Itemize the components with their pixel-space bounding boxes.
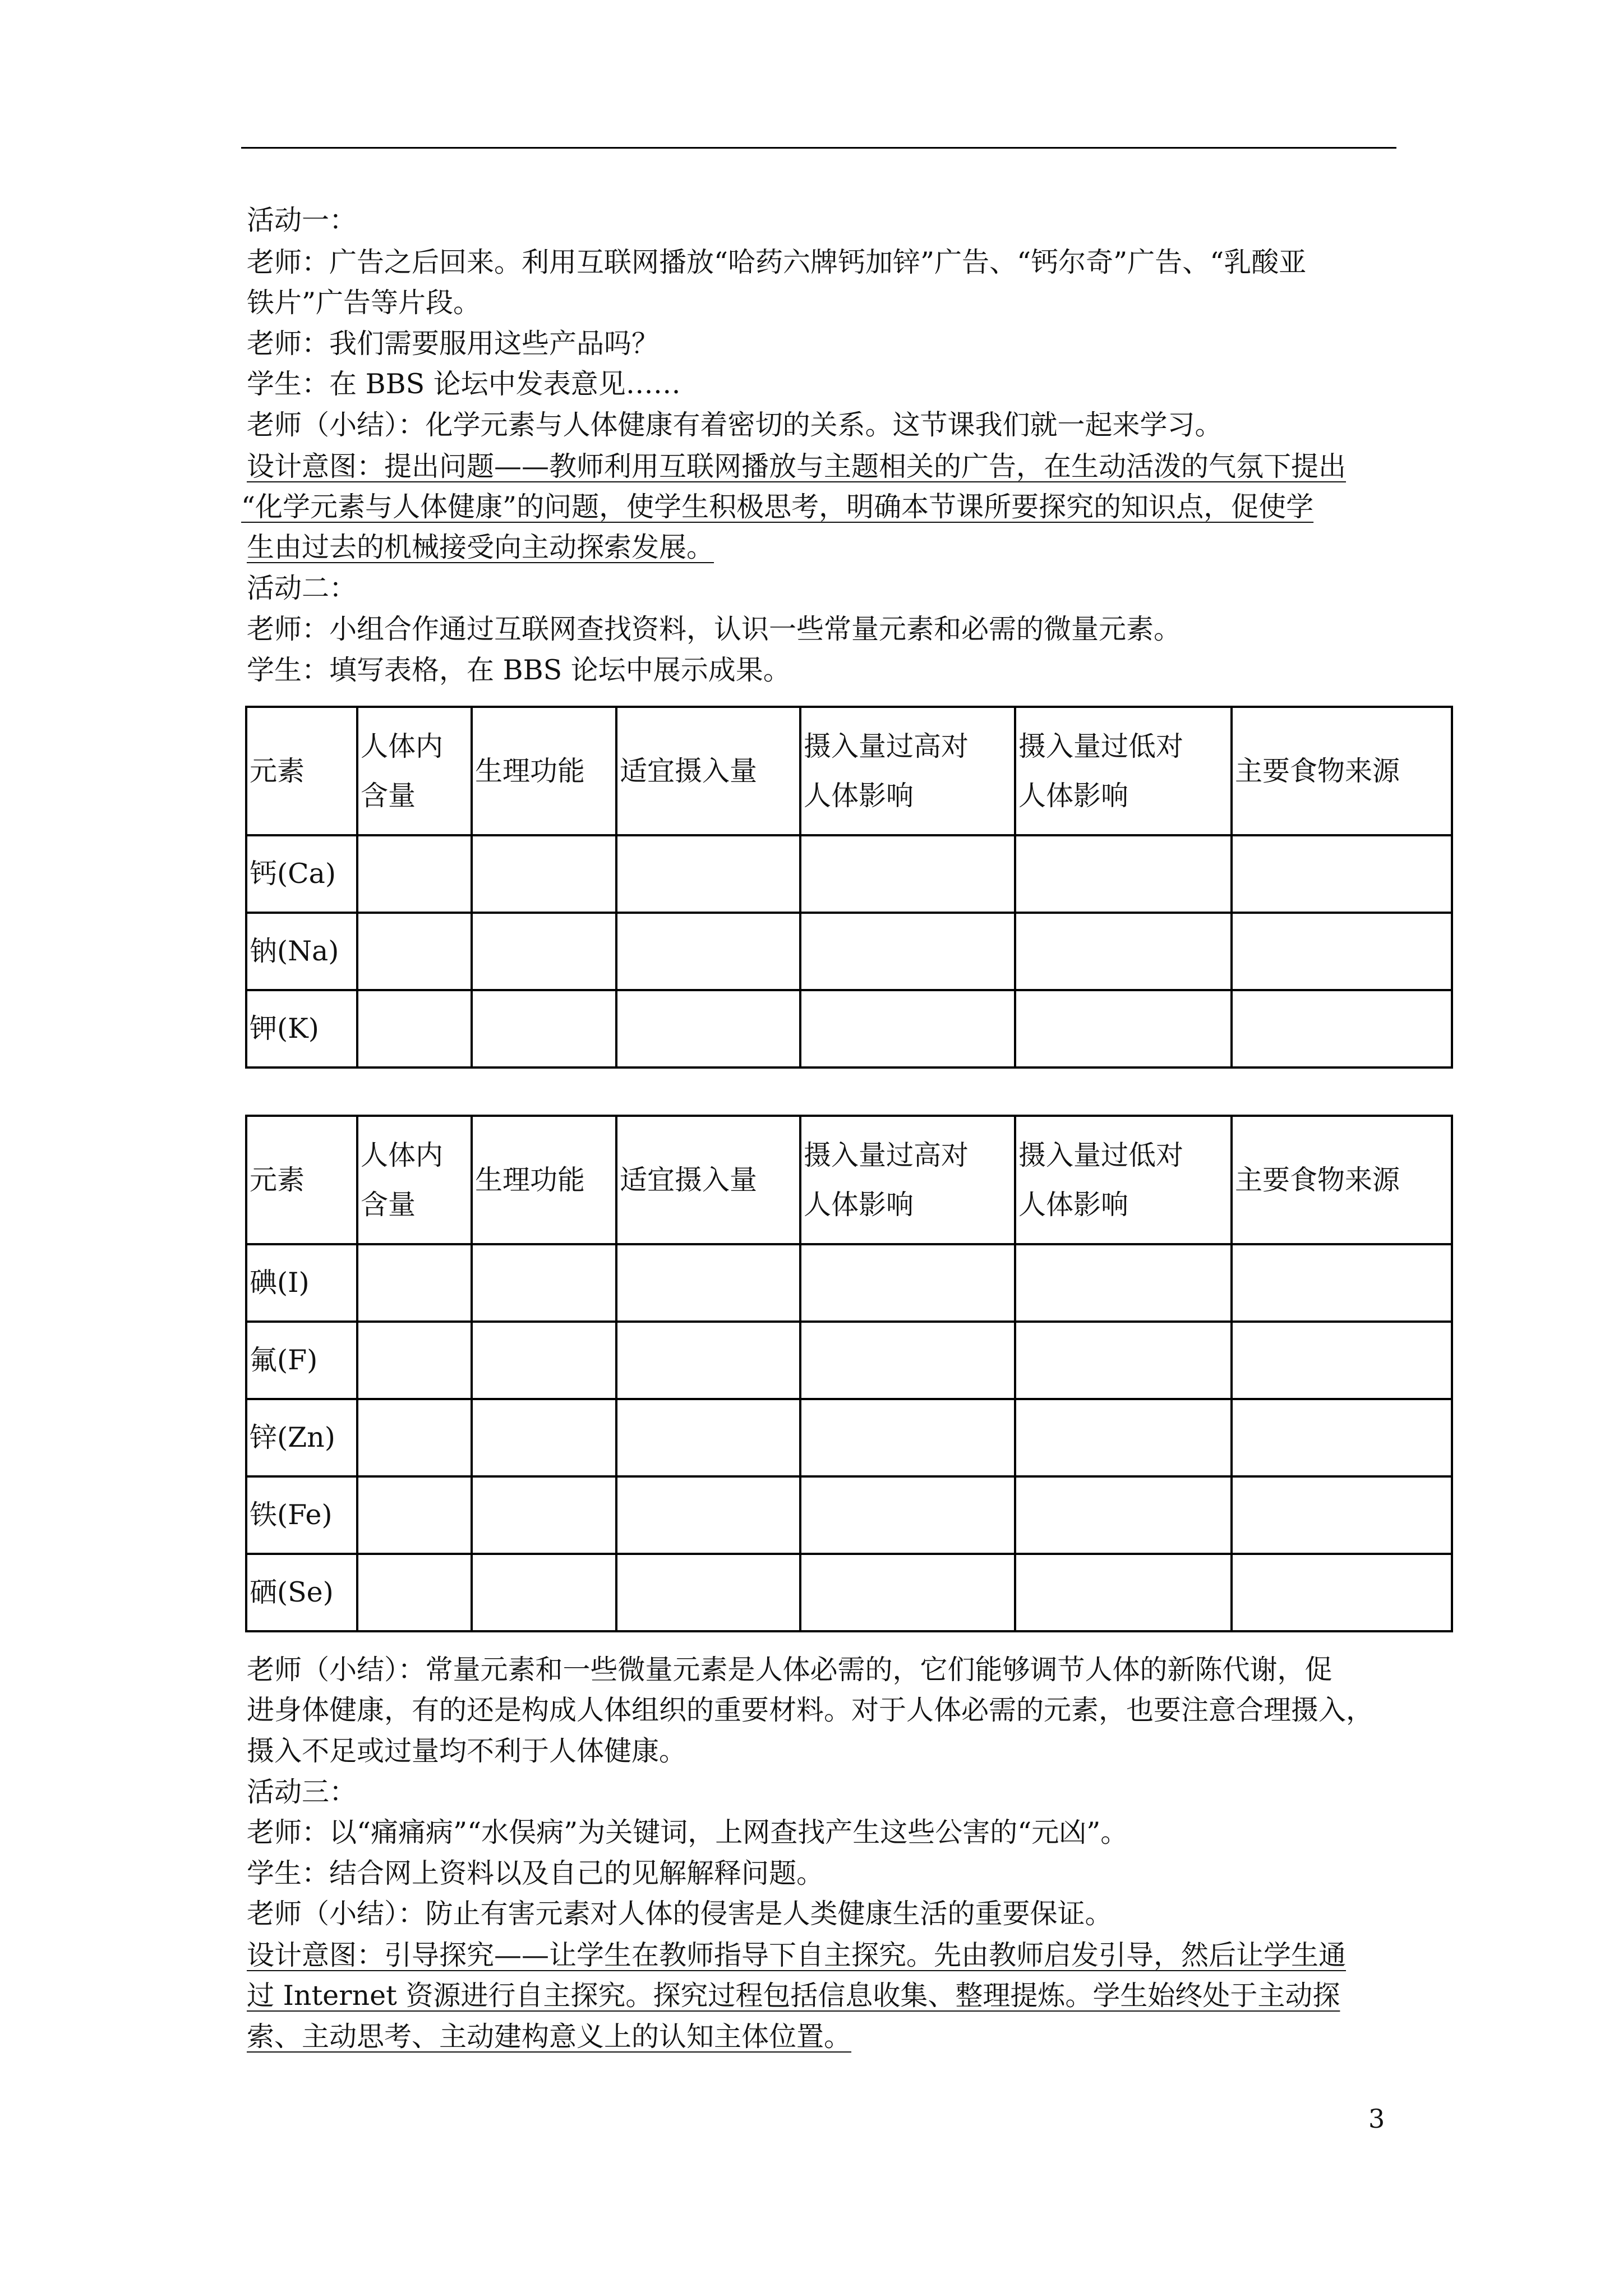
blank-cell[interactable] [357,913,472,990]
activity1-teacher-line: 老师：广告之后回来。利用互联网播放“哈药六牌钙加锌”广告、“钙尔奇”广告、“乳酸亚 [247,246,1307,278]
header-low-intake: 摄入量过低对 人体影响 [1015,707,1232,835]
blank-cell[interactable] [800,1554,1015,1631]
element-cell: 碘(I) [246,1244,357,1322]
blank-cell[interactable] [357,1244,472,1322]
header-low-intake: 摄入量过低对 人体影响 [1015,1116,1232,1244]
activity2-teacher-line: 老师：小组合作通过互联网查找资料，认识一些常量元素和必需的微量元素。 [247,613,1182,645]
activity1-student-line: 学生：在 BBS 论坛中发表意见…… [247,368,681,400]
blank-cell[interactable] [1232,990,1452,1068]
blank-cell[interactable] [1232,835,1452,913]
blank-cell[interactable] [472,1322,616,1399]
blank-cell[interactable] [616,990,800,1068]
table-row [246,1244,1452,1322]
blank-cell[interactable] [800,1244,1015,1322]
blank-cell[interactable] [800,1476,1015,1554]
activity1-design-intent: 生由过去的机械接受向主动探索发展。 [247,531,714,563]
activity1-title: 活动一： [247,204,357,236]
element-cell: 硒(Se) [246,1554,357,1631]
blank-cell[interactable] [616,835,800,913]
blank-cell[interactable] [472,990,616,1068]
header-high-intake: 摄入量过高对 人体影响 [800,707,1015,835]
blank-cell[interactable] [472,1476,616,1554]
blank-cell[interactable] [472,1554,616,1631]
blank-cell[interactable] [1232,1554,1452,1631]
blank-cell[interactable] [1015,1399,1232,1476]
blank-cell[interactable] [357,1476,472,1554]
element-cell: 钙(Ca) [246,835,357,913]
blank-cell[interactable] [800,990,1015,1068]
table-header-row [246,707,1452,835]
element-cell: 氟(F) [246,1322,357,1399]
blank-cell[interactable] [1015,990,1232,1068]
activity2-title: 活动二： [247,572,357,604]
blank-cell[interactable] [616,1554,800,1631]
header-element: 元素 [246,707,357,835]
activity2-student-line: 学生：填写表格，在 BBS 论坛中展示成果。 [247,654,791,686]
blank-cell[interactable] [472,913,616,990]
blank-cell[interactable] [800,835,1015,913]
header-food-source: 主要食物来源 [1232,1116,1452,1244]
header-function: 生理功能 [472,707,616,835]
blank-cell[interactable] [800,913,1015,990]
blank-cell[interactable] [357,835,472,913]
table-row [246,913,1452,990]
header-function: 生理功能 [472,1116,616,1244]
element-cell: 铁(Fe) [246,1476,357,1554]
summary2-line: 进身体健康，有的还是构成人体组织的重要材料。对于人体必需的元素，也要注意合理摄入， [247,1694,1374,1726]
blank-cell[interactable] [800,1399,1015,1476]
element-table-macro [245,706,1453,1069]
blank-cell[interactable] [1232,913,1452,990]
blank-cell[interactable] [472,835,616,913]
blank-cell[interactable] [472,1399,616,1476]
table-row [246,1399,1452,1476]
header-intake: 适宜摄入量 [616,707,800,835]
header-high-intake: 摄入量过高对 人体影响 [800,1116,1015,1244]
header-element: 元素 [246,1116,357,1244]
activity3-design-intent: 索、主动思考、主动建构意义上的认知主体位置。 [247,2021,852,2053]
blank-cell[interactable] [357,990,472,1068]
element-cell: 钾(K) [246,990,357,1068]
blank-cell[interactable] [616,1476,800,1554]
blank-cell[interactable] [616,1244,800,1322]
blank-cell[interactable] [1015,1244,1232,1322]
activity1-design-intent: 设计意图：提出问题——教师利用互联网播放与主题相关的广告，在生动活泼的气氛下提出 [247,450,1347,482]
activity1-design-intent: “化学元素与人体健康”的问题，使学生积极思考，明确本节课所要探究的知识点，促使学 [241,491,1314,523]
activity1-teacher-question: 老师：我们需要服用这些产品吗？ [247,328,660,360]
header-food-source: 主要食物来源 [1232,707,1452,835]
blank-cell[interactable] [1015,1554,1232,1631]
element-cell: 钠(Na) [246,913,357,990]
blank-cell[interactable] [1232,1476,1452,1554]
blank-cell[interactable] [800,1322,1015,1399]
blank-cell[interactable] [357,1554,472,1631]
blank-cell[interactable] [1015,1322,1232,1399]
blank-cell[interactable] [1232,1244,1452,1322]
blank-cell[interactable] [1015,1476,1232,1554]
activity3-teacher-line: 老师：以“痛痛病”“水俣病”为关键词，上网查找产生这些公害的“元凶”。 [247,1816,1128,1848]
header-content: 人体内 含量 [357,1116,472,1244]
activity3-design-intent: 设计意图：引导探究——让学生在教师指导下自主探究。先由教师启发引导，然后让学生通 [247,1939,1347,1971]
table-row [246,1476,1452,1554]
blank-cell[interactable] [616,913,800,990]
table-header-row [246,1116,1452,1244]
blank-cell[interactable] [1232,1399,1452,1476]
activity3-title: 活动三： [247,1776,357,1808]
table-row [246,1322,1452,1399]
activity1-teacher-line: 铁片”广告等片段。 [247,287,481,319]
activity3-student-line: 学生：结合网上资料以及自己的见解解释问题。 [247,1857,824,1889]
table-row [246,990,1452,1068]
header-intake: 适宜摄入量 [616,1116,800,1244]
activity3-summary: 老师（小结）：防止有害元素对人体的侵害是人类健康生活的重要保证。 [247,1898,1113,1930]
activity3-design-intent: 过 Internet 资源进行自主探究。探究过程包括信息收集、整理提炼。学生始终处于主动探 [247,1980,1340,2012]
element-table-trace [245,1115,1453,1632]
blank-cell[interactable] [472,1244,616,1322]
blank-cell[interactable] [357,1399,472,1476]
element-cell: 锌(Zn) [246,1399,357,1476]
summary2-line: 老师（小结）：常量元素和一些微量元素是人体必需的，它们能够调节人体的新陈代谢，促 [247,1654,1332,1686]
header-content: 人体内 含量 [357,707,472,835]
blank-cell[interactable] [357,1322,472,1399]
blank-cell[interactable] [1015,835,1232,913]
summary2-line: 摄入不足或过量均不利于人体健康。 [247,1735,687,1767]
table-row [246,1554,1452,1631]
page-number: 3 [1368,2104,1385,2134]
activity1-summary: 老师（小结）：化学元素与人体健康有着密切的关系。这节课我们就一起来学习。 [247,409,1223,441]
header-rule [241,147,1396,149]
blank-cell[interactable] [1232,1322,1452,1399]
blank-cell[interactable] [616,1399,800,1476]
blank-cell[interactable] [616,1322,800,1399]
table-row [246,835,1452,913]
blank-cell[interactable] [1015,913,1232,990]
